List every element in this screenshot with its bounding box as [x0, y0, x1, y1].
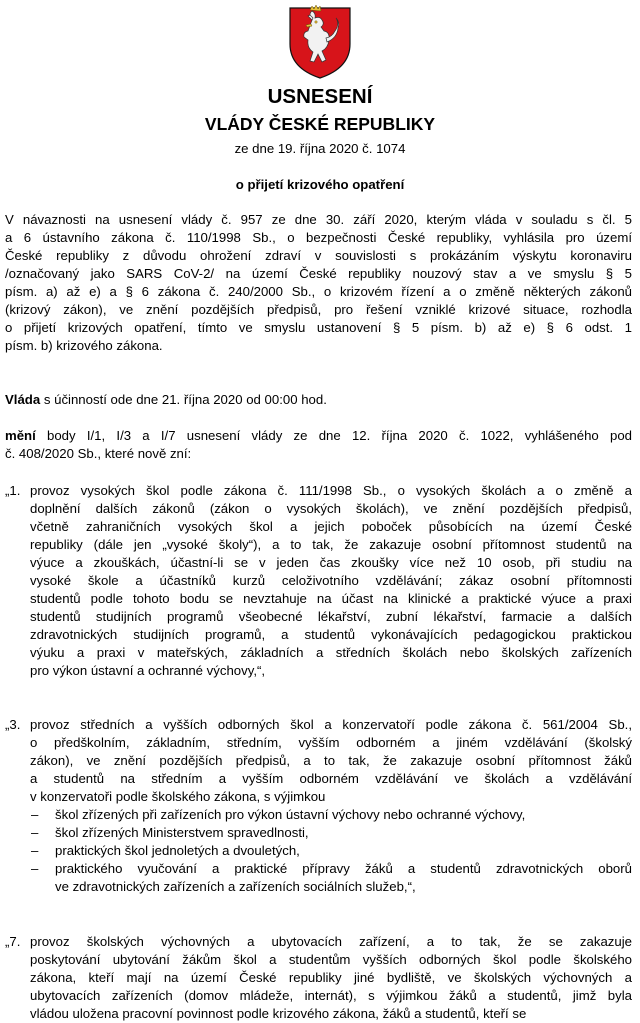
text-line: o předškolním, základním, středním, vyšším odborném a jiném vzdělávání (školský: [30, 735, 632, 751]
point-1: [5, 482, 632, 681]
text-line: provoz vysokých škol podle zákona č. 111/1998 Sb., o vysokých školách a o změně a: [30, 482, 632, 498]
effective-label: Vláda: [5, 392, 41, 408]
text-line: o přijetí krizových opatření, tímto ve smyslu ustanovení § 5 písm. b) až e) § 6 odst. 1: [5, 320, 632, 336]
text-line: zákona, kteří mají na území České republiky jiné bydliště, ve školských výchovných a: [30, 969, 632, 985]
text-line: včetně zahraničních vysokých škol a jejich poboček působících na území České: [30, 518, 632, 534]
text-line: provoz školských výchovných a ubytovacích zařízení, a to tak, že se zakazuje: [30, 933, 632, 949]
exception-item: [5, 806, 632, 824]
text-line: zákon), ve znění pozdějších předpisů, a to tak, že zakazuje osobní přítomnost žáků: [30, 753, 632, 769]
text-line: a studentů na středním a vyšším odborném vzdělávání ve školách a vzdělávání: [30, 771, 632, 787]
text-line: republiky (dále jen „vysoké školy“), a to tak, že zakazuje osobní přítomnost studentů na: [30, 536, 632, 552]
text-line: ubytovacích zařízeních (domov mládeže, internát), s výjimkou žáků a studentů, jimž byla: [30, 987, 632, 1003]
exception-item: [5, 860, 632, 896]
document-date-line: ze dne 19. října 2020 č. 1074: [234, 141, 406, 156]
text-line: výuku a praxi v mateřských, základních a středních školách nebo školských zařízeních: [30, 644, 632, 660]
text-line: České republiky z důvodu ohrožení zdraví v souvislosti s prokázáním výskytu koronaviru: [5, 248, 632, 264]
dash-bullet: –: [31, 807, 39, 823]
text-line: provoz středních a vyšších odborných škol a konzervatoří podle zákona č. 561/2004 Sb.,: [30, 717, 632, 733]
text-line: škol zřízených Ministerstvem spravedlnosti,: [55, 825, 309, 841]
text-line: studentů studijních programů všeobecné lékařství, zubní lékařství, farmacie a dalších: [30, 608, 632, 624]
text-line: praktického vyučování a praktické přípravy žáků a studentů zdravotnických oborů: [55, 861, 632, 877]
text-line: č. 408/2020 Sb., které nově zní:: [5, 446, 192, 462]
text-line: v konzervatoři podle školského zákona, s výjimkou: [30, 789, 326, 805]
document-title: USNESENÍ: [267, 85, 373, 108]
text-line: poskytování ubytování žákům škol a studentům vyšších odborných škol podle školského: [30, 951, 632, 967]
exception-item: [5, 824, 632, 842]
text-line: písm. a) až e) a § 6 zákona č. 240/2000 Sb., o krizovém řízení a o změně některých zákonů: [5, 284, 632, 300]
dash-bullet: –: [31, 843, 39, 859]
dash-bullet: –: [31, 861, 39, 877]
point-number: „3.: [5, 717, 21, 733]
point-3: [5, 716, 632, 806]
intro-paragraph: [5, 211, 632, 355]
effective-paragraph: [5, 391, 632, 409]
point-7: [5, 933, 632, 1023]
text-line: škol zřízených při zařízeních pro výkon ústavní výchovy nebo ochranné výchovy,: [55, 807, 526, 823]
lion-shield-icon: [282, 4, 358, 80]
text-line: ve zdravotnických zařízeních a zařízeních sociálních služeb,“,: [55, 879, 416, 895]
text-line: /označovaný jako SARS CoV-2/ na území České republiky nouzový stav a ve smyslu § 5: [5, 266, 632, 282]
text-line: (krizový zákon), ve znění pozdějších předpisů, pro řešení vzniklé krizové situace, rozhodla: [5, 302, 632, 318]
text-line: výuce a zkouškách, účastní-li se v jeden čas zkoušky více než 10 osob, při studiu na: [30, 554, 632, 570]
document-topic: o přijetí krizového opatření: [235, 177, 405, 192]
text-line: mění body I/1, I/3 a I/7 usnesení vlády ze dne 12. října 2020 č. 1022, vyhlášeného pod: [5, 428, 632, 444]
text-line: vládou uložena pracovní povinnost podle krizového zákona, žáků a studentů, kteří se: [30, 1005, 527, 1021]
document-body: [5, 211, 632, 1023]
text-line: studentů podle tohoto bodu se nevztahuje na účast na klinické a praktické výuce a praxi: [30, 590, 632, 606]
czech-coat-of-arms-emblem: [282, 4, 358, 80]
text-line: vysoké škole a účastníků kurzů celoživotního vzdělávání; zákaz osobní přítomnosti: [30, 572, 632, 588]
text-line: zdravotnických studijních programů, a studentů vykonávajících pedagogickou praktickou: [30, 626, 632, 642]
text-line: pro výkon ústavní a ochranné výchovy,“,: [30, 662, 266, 678]
text-line: praktických škol jednoletých a dvouletých,: [55, 843, 300, 859]
text-line: písm. b) krizového zákona.: [5, 338, 163, 354]
exception-item: [5, 842, 632, 860]
amends-label: mění: [5, 428, 36, 444]
dash-bullet: –: [31, 825, 39, 841]
document-subtitle: VLÁDY ČESKÉ REPUBLIKY: [204, 114, 436, 134]
text-line: a 6 ústavního zákona č. 110/1998 Sb., o bezpečnosti České republiky, vyhlásila pro území: [5, 230, 632, 246]
text-line: V návaznosti na usnesení vlády č. 957 ze dne 30. září 2020, kterým vláda v souladu s čl. 5: [5, 212, 632, 227]
effective-text: s účinností ode dne 21. října 2020 od 00:00 hod.: [40, 392, 327, 408]
text-line: doplnění dalších zákonů (zákon o vysokých školách), ve znění pozdějších předpisů,: [30, 500, 632, 516]
amends-paragraph: [5, 427, 632, 463]
point-number: „7.: [5, 933, 21, 949]
point-number: „1.: [5, 482, 21, 498]
